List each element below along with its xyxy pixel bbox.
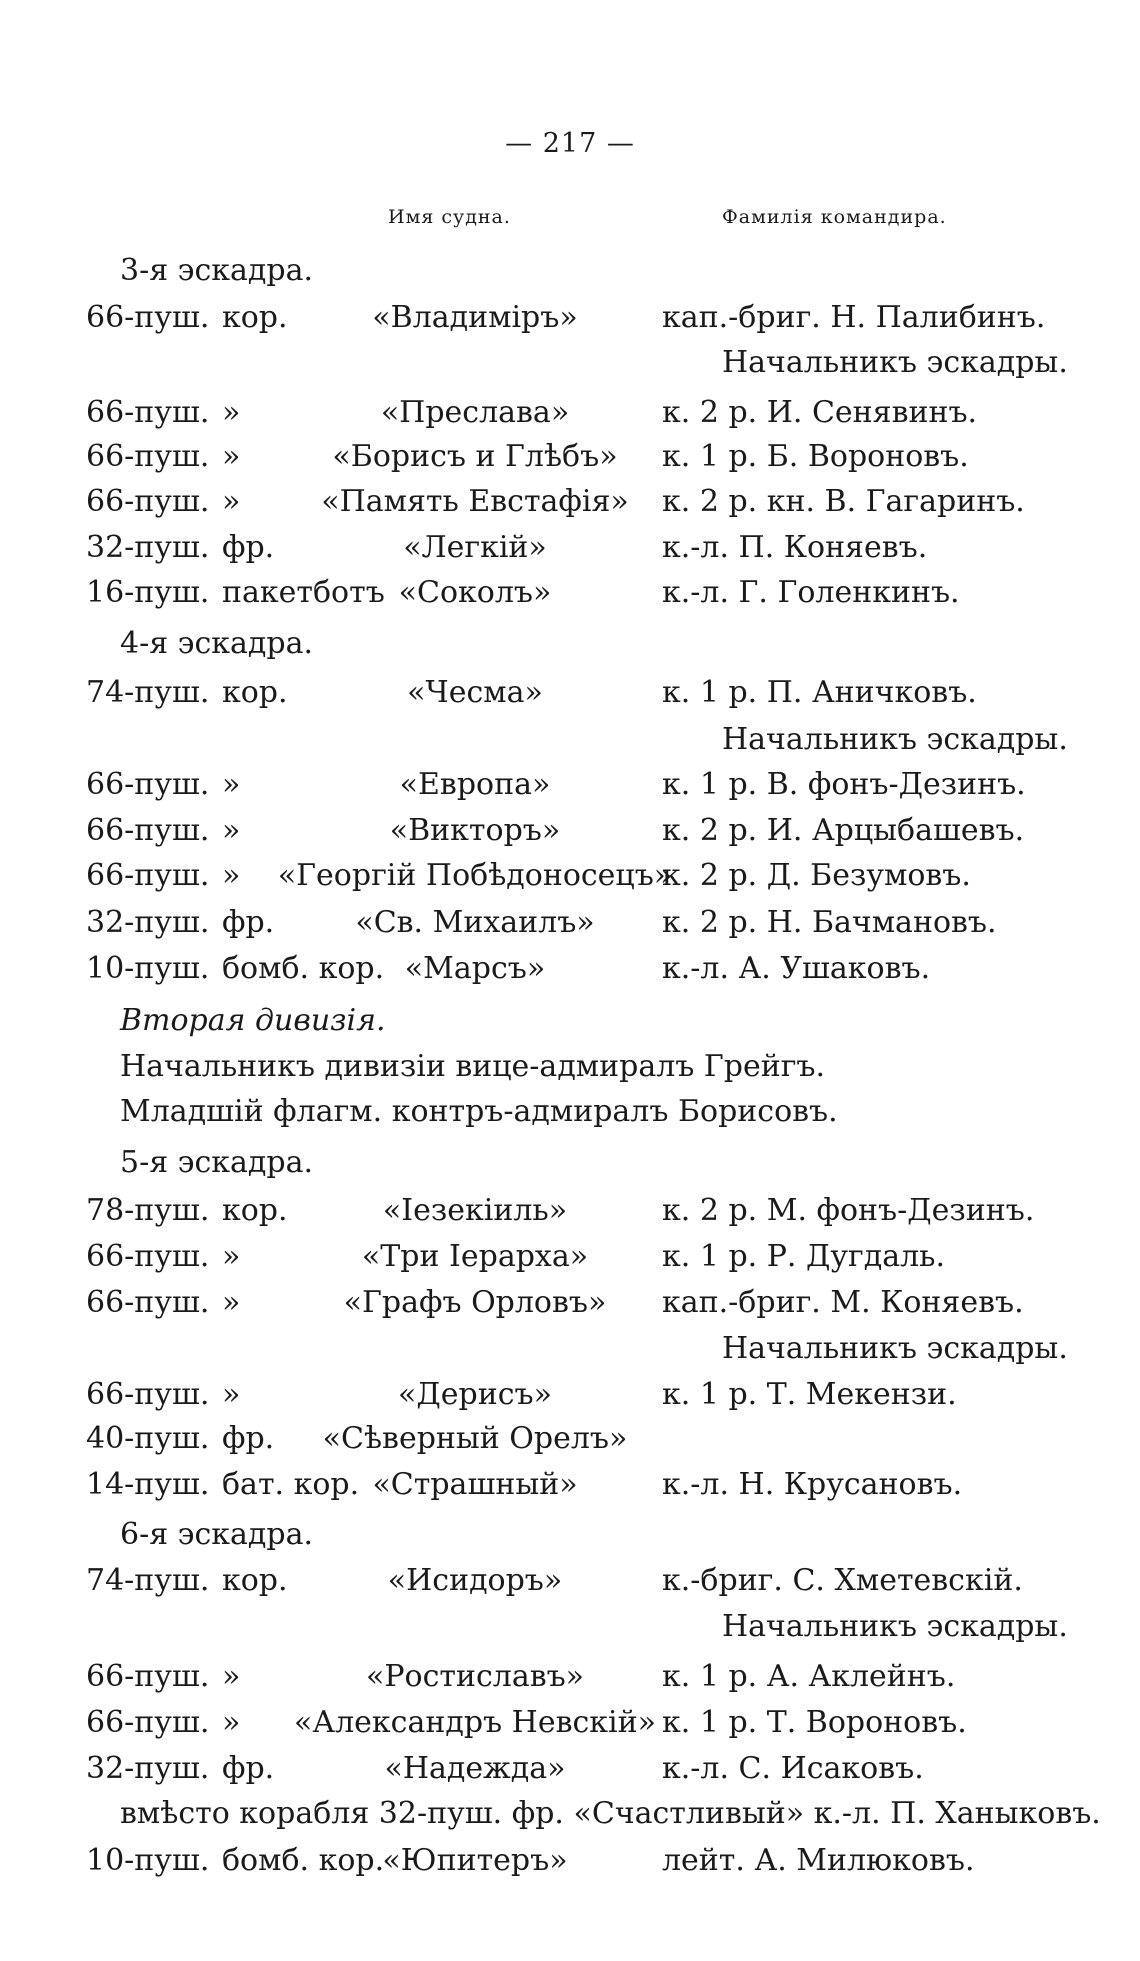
division-heading xyxy=(0,998,1140,1044)
ship-guns: 32-пуш. xyxy=(86,1751,210,1786)
ship-name: «Борисъ и Глѣбъ» xyxy=(332,439,618,474)
ship-row xyxy=(0,479,1140,525)
ship-name: «Георгій Побѣдоносецъ» xyxy=(277,858,673,893)
ship-commander: к.-л. С. Исаковъ. xyxy=(662,1751,924,1786)
ship-kind: бомб. кор. xyxy=(222,1843,385,1878)
ship-guns: 78-пуш. xyxy=(86,1193,210,1228)
ship-name: «Графъ Орловъ» xyxy=(343,1285,607,1320)
ship-kind: » xyxy=(222,484,241,519)
ship-kind: фр. xyxy=(222,905,275,940)
squadron-commander-note xyxy=(0,1604,1140,1650)
ship-row xyxy=(0,1558,1140,1604)
ship-kind: » xyxy=(222,1377,241,1412)
squadron-heading-text: 5-я эскадра. xyxy=(120,1145,314,1180)
ship-guns: 40-пуш. xyxy=(86,1421,210,1456)
ship-name: «Александръ Невскій» xyxy=(294,1705,656,1740)
ship-guns: 32-пуш. xyxy=(86,530,210,565)
ship-name: «Легкій» xyxy=(403,530,547,565)
ship-name: «Надежда» xyxy=(384,1751,566,1786)
ship-commander: к.-л. А. Ушаковъ. xyxy=(662,951,931,986)
ship-guns: 66-пуш. xyxy=(86,1659,210,1694)
ship-commander: кап.-бриг. Н. Палибинъ. xyxy=(662,300,1046,335)
ship-name: «Іезекіиль» xyxy=(382,1193,568,1228)
ship-commander: к. 2 р. И. Сенявинъ. xyxy=(662,395,978,430)
ship-name: «Страшный» xyxy=(372,1467,578,1502)
ship-guns: 66-пуш. xyxy=(86,300,210,335)
ship-name: «Викторъ» xyxy=(389,813,561,848)
ship-commander: к. 1 р. А. Аклейнъ. xyxy=(662,1659,956,1694)
ship-row xyxy=(0,900,1140,946)
text-line-content: вмѣсто корабля 32-пуш. фр. «Счастливый» к.-л. П. Ханыковъ. xyxy=(120,1796,1101,1831)
squadron-commander-note-text: Начальникъ эскадры. xyxy=(722,1331,1068,1366)
ship-commander: к. 1 р. Т. Мекензи. xyxy=(662,1377,957,1412)
squadron-commander-note xyxy=(0,1326,1140,1372)
ship-commander: к. 1 р. П. Аничковъ. xyxy=(662,675,977,710)
ship-row xyxy=(0,295,1140,341)
ship-commander: к. 2 р. И. Арцыбашевъ. xyxy=(662,813,1025,848)
squadron-commander-note xyxy=(0,340,1140,386)
ship-commander: к. 2 р. Д. Безумовъ. xyxy=(662,858,971,893)
ship-guns: 66-пуш. xyxy=(86,1377,210,1412)
ship-row xyxy=(0,1234,1140,1280)
ship-kind: » xyxy=(222,1239,241,1274)
ship-guns: 66-пуш. xyxy=(86,858,210,893)
ship-commander: кап.-бриг. М. Коняевъ. xyxy=(662,1285,1024,1320)
ship-guns: 66-пуш. xyxy=(86,767,210,802)
ship-commander: к. 1 р. Т. Вороновъ. xyxy=(662,1705,967,1740)
ship-kind: кор. xyxy=(222,675,288,710)
ship-commander: к. 1 р. Р. Дугдаль. xyxy=(662,1239,946,1274)
ship-guns: 10-пуш. xyxy=(86,951,210,986)
ship-guns: 16-пуш. xyxy=(86,575,210,610)
ship-kind: » xyxy=(222,395,241,430)
ship-name: «Чесма» xyxy=(407,675,543,710)
ship-row xyxy=(0,853,1140,899)
ship-commander: лейт. А. Милюковъ. xyxy=(662,1843,975,1878)
text-line xyxy=(0,1089,1140,1135)
squadron-heading-text: 3-я эскадра. xyxy=(120,253,314,288)
text-line-content: Начальникъ дивизіи вице-адмиралъ Грейгъ. xyxy=(120,1049,826,1084)
ship-guns: 66-пуш. xyxy=(86,1285,210,1320)
ship-row xyxy=(0,1700,1140,1746)
ship-kind: » xyxy=(222,1705,241,1740)
ship-kind: » xyxy=(222,439,241,474)
ship-guns: 10-пуш. xyxy=(86,1843,210,1878)
ship-name: «Юпитеръ» xyxy=(382,1843,568,1878)
ship-kind: кор. xyxy=(222,1193,288,1228)
ship-name: «Марсъ» xyxy=(404,951,546,986)
squadron-commander-note-text: Начальникъ эскадры. xyxy=(722,722,1068,757)
squadron-heading xyxy=(0,621,1140,667)
ship-guns: 66-пуш. xyxy=(86,813,210,848)
ship-kind: » xyxy=(222,767,241,802)
ship-name: «Память Евстафія» xyxy=(321,484,629,519)
ship-kind: » xyxy=(222,1285,241,1320)
ship-kind: » xyxy=(222,813,241,848)
division-heading-text: Вторая дивизія. xyxy=(120,1003,386,1038)
squadron-heading xyxy=(0,248,1140,294)
ship-row xyxy=(0,946,1140,992)
ship-row xyxy=(0,762,1140,808)
ship-name: «Преслава» xyxy=(380,395,570,430)
ship-row xyxy=(0,434,1140,480)
ship-guns: 14-пуш. xyxy=(86,1467,210,1502)
ship-name: «Св. Михаилъ» xyxy=(355,905,595,940)
ship-kind: фр. xyxy=(222,530,275,565)
ship-commander: к.-бриг. С. Хметевскій. xyxy=(662,1563,1023,1598)
page-number: — 217 — xyxy=(505,128,635,159)
ship-guns: 74-пуш. xyxy=(86,675,210,710)
ship-commander: к. 1 р. В. фонъ-Дезинъ. xyxy=(662,767,1026,802)
ship-commander: к. 2 р. кн. В. Гагаринъ. xyxy=(662,484,1025,519)
squadron-commander-note xyxy=(0,717,1140,763)
ship-row xyxy=(0,1416,1140,1462)
ship-row xyxy=(0,570,1140,616)
ship-guns: 66-пуш. xyxy=(86,395,210,430)
ship-row xyxy=(0,1746,1140,1792)
ship-row xyxy=(0,1372,1140,1418)
squadron-heading-text: 6-я эскадра. xyxy=(120,1517,314,1552)
ship-kind: » xyxy=(222,1659,241,1694)
ship-name: «Три Іерарха» xyxy=(361,1239,589,1274)
ship-row xyxy=(0,670,1140,716)
ship-row xyxy=(0,390,1140,436)
ship-row xyxy=(0,525,1140,571)
ship-row xyxy=(0,1188,1140,1234)
ship-commander: к.-л. П. Коняевъ. xyxy=(662,530,928,565)
ship-commander: к.-л. Н. Крусановъ. xyxy=(662,1467,963,1502)
squadron-commander-note-text: Начальникъ эскадры. xyxy=(722,345,1068,380)
ship-kind: бомб. кор. xyxy=(222,951,385,986)
ship-name: «Ростиславъ» xyxy=(365,1659,585,1694)
squadron-heading-text: 4-я эскадра. xyxy=(120,626,314,661)
ship-row xyxy=(0,808,1140,854)
squadron-commander-note-text: Начальникъ эскадры. xyxy=(722,1609,1068,1644)
text-line xyxy=(0,1044,1140,1090)
ship-guns: 32-пуш. xyxy=(86,905,210,940)
ship-name: «Исидоръ» xyxy=(387,1563,563,1598)
ship-kind: кор. xyxy=(222,1563,288,1598)
ship-name: «Дерисъ» xyxy=(398,1377,552,1412)
ship-commander: к. 1 р. Б. Вороновъ. xyxy=(662,439,969,474)
ship-guns: 66-пуш. xyxy=(86,484,210,519)
ship-name: «Сѣверный Орелъ» xyxy=(322,1421,628,1456)
ship-kind: фр. xyxy=(222,1751,275,1786)
ship-row xyxy=(0,1838,1140,1884)
ship-kind: » xyxy=(222,858,241,893)
ship-commander: к. 2 р. Н. Бачмановъ. xyxy=(662,905,997,940)
ship-row xyxy=(0,1462,1140,1508)
ship-commander: к. 2 р. М. фонъ-Дезинъ. xyxy=(662,1193,1035,1228)
ship-guns: 66-пуш. xyxy=(86,1239,210,1274)
ship-row xyxy=(0,1280,1140,1326)
ship-guns: 66-пуш. xyxy=(86,439,210,474)
column-header-ship-name: Имя судна. xyxy=(388,206,511,228)
ship-kind: кор. xyxy=(222,300,288,335)
ship-guns: 74-пуш. xyxy=(86,1563,210,1598)
ship-name: «Европа» xyxy=(399,767,551,802)
squadron-heading xyxy=(0,1512,1140,1558)
ship-kind: бат. кор. xyxy=(222,1467,360,1502)
column-header-commander: Фамилія командира. xyxy=(722,206,947,228)
ship-guns: 66-пуш. xyxy=(86,1705,210,1740)
text-line xyxy=(0,1791,1140,1837)
ship-row xyxy=(0,1654,1140,1700)
ship-name: «Соколъ» xyxy=(398,575,552,610)
text-line-content: Младшій флагм. контръ-адмиралъ Борисовъ. xyxy=(120,1094,838,1129)
ship-kind: пакетботъ xyxy=(222,575,385,610)
ship-name: «Владиміръ» xyxy=(372,300,578,335)
squadron-heading xyxy=(0,1140,1140,1186)
ship-kind: фр. xyxy=(222,1421,275,1456)
ship-commander: к.-л. Г. Голенкинъ. xyxy=(662,575,960,610)
